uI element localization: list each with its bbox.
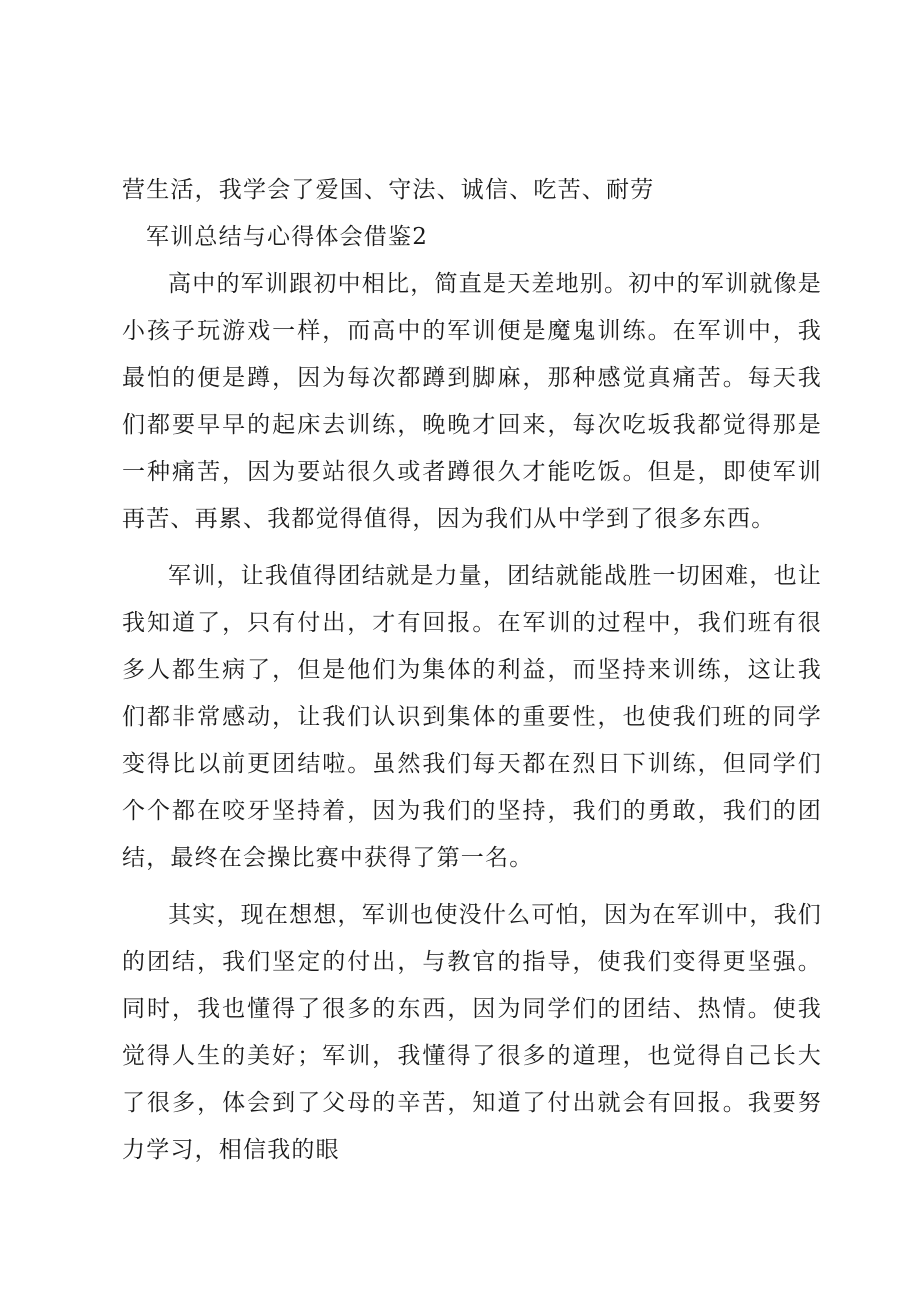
paragraph-3: 其实，现在想想，军训也使没什么可怕，因为在军训中，我们的团结，我们坚定的付出，与教官的指导，使我们变得更坚强。同时，我也懂得了很多的东西，因为同学们的团结、热情。使我觉得人生的美好；军训，我懂得了很多的道理，也觉得自己长大了很多，体会到了父母的辛苦，知道了付出就会有回报。我要努力学习，相信我的眼 (122, 902, 822, 1163)
section-title: 军训总结与心得体会借鉴2 (146, 224, 429, 250)
document-body (122, 167, 822, 1174)
continued-line: 营生活，我学会了爱国、守法、诚信、吃苦、耐劳 (122, 177, 655, 203)
paragraph-2: 军训，让我值得团结就是力量，团结就能战胜一切困难，也让我知道了，只有付出，才有回报。在军训的过程中，我们班有很多人都生病了，但是他们为集体的利益，而坚持来训练，这让我们都非常感动，让我们认识到集体的重要性，也使我们班的同学变得比以前更团结啦。虽然我们每天都在烈日下训练，但同学们个个都在咬牙坚持着，因为我们的坚持，我们的勇敢，我们的团结，最终在会操比赛中获得了第一名。 (122, 563, 822, 871)
paragraph-1: 高中的军训跟初中相比，简直是天差地别。初中的军训就像是小孩子玩游戏一样，而高中的军训便是魔鬼训练。在军训中，我最怕的便是蹲，因为每次都蹲到脚麻，那种感觉真痛苦。每天我们都要早早的起床去训练，晚晚才回来，每次吃坂我都觉得那是一种痛苦，因为要站很久或者蹲很久才能吃饭。但是，即使军训再苦、再累、我都觉得值得，因为我们从中学到了很多东西。 (122, 271, 822, 532)
